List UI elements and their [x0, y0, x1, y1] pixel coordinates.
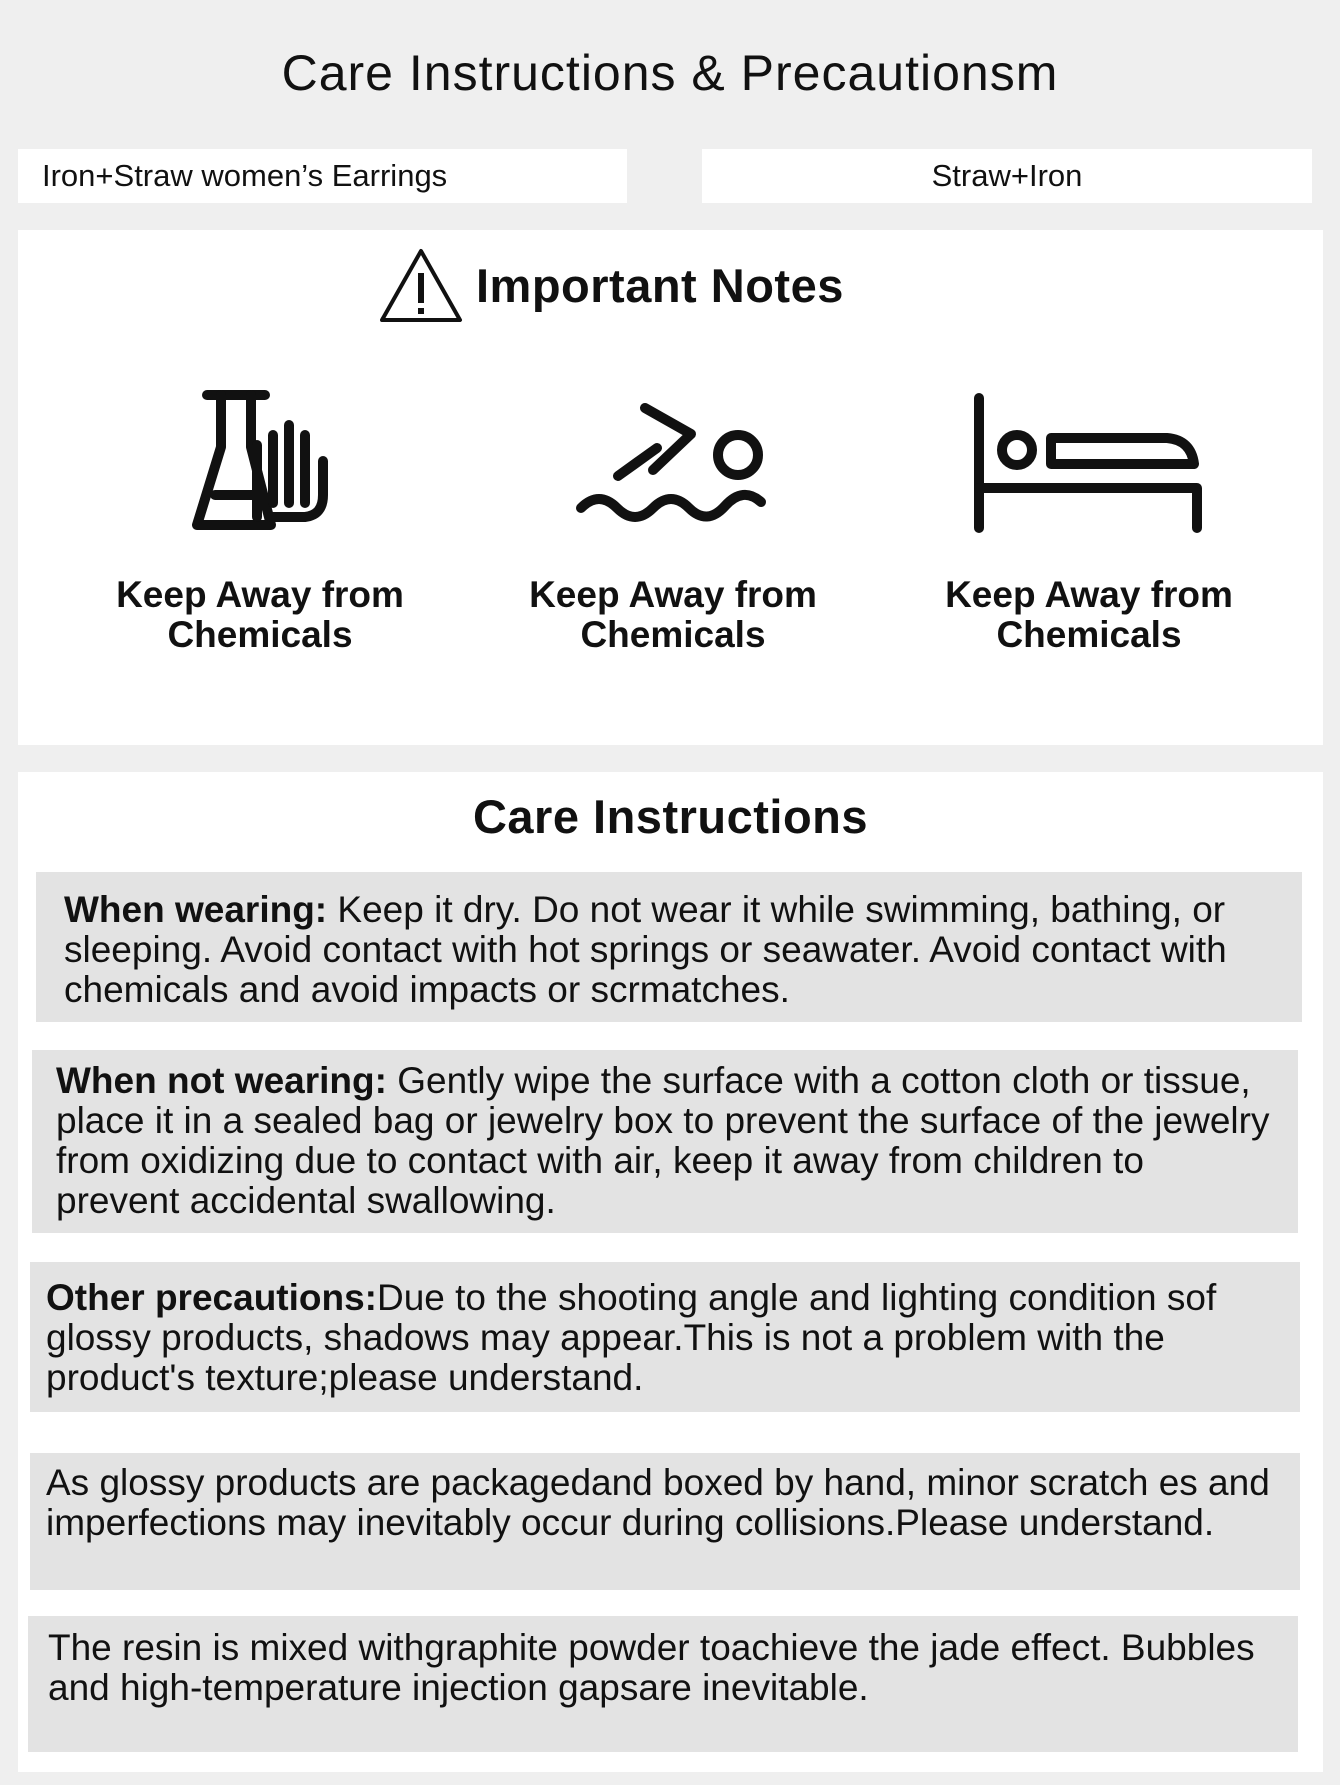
care-block-other-precautions — [30, 1262, 1300, 1412]
note-caption: Keep Away from Chemicals — [945, 574, 1233, 655]
care-block-resin — [28, 1616, 1298, 1752]
care-block-when-not-wearing — [32, 1050, 1298, 1233]
note-caption: Keep Away from Chemicals — [116, 574, 404, 655]
care-block-packaging — [30, 1453, 1300, 1590]
care-block-text: Due to the shooting angle and lighting condition sof glossy products, shadows may appear.This is not a problem with the product's texture;please understand. — [46, 1277, 1217, 1398]
care-block-text: The resin is mixed withgraphite powder toachieve the jade effect. Bubbles and high-temperature injection gapsare inevitable. — [48, 1627, 1255, 1708]
care-block-text: As glossy products are packagedand boxed by hand, minor scratch es and imperfections may inevitably occur during collisions.Please understand. — [46, 1462, 1270, 1543]
page-title: Care Instructions & Precautionsm — [281, 45, 1059, 101]
care-block-key: When not wearing: — [56, 1060, 387, 1101]
care-block-key: When wearing: — [64, 889, 328, 930]
care-block-key: Other precautions: — [46, 1277, 377, 1318]
important-notes-header — [378, 245, 844, 325]
care-instructions-heading: Care Instructions — [472, 790, 869, 843]
care-block-when-wearing — [36, 872, 1302, 1022]
care-block-text: Gently wipe the surface with a cotton cloth or tissue, place it in a sealed bag or jewelry box to prevent the surface of the jewelry from oxidizing due to contact with air, keep it away from children to prevent accidental swallowing. — [56, 1060, 1270, 1221]
important-notes-heading: Important Notes — [476, 258, 844, 312]
note-item-bed — [919, 380, 1259, 655]
care-block-text: Keep it dry. Do not wear it while swimming, bathing, or sleeping. Avoid contact with hot springs or seawater. Avoid contact with chemicals and avoid impacts or scrmatches. — [64, 889, 1227, 1010]
chemical-flask-icon — [185, 385, 335, 545]
note-item-swimming — [503, 380, 843, 655]
note-item-chemicals — [90, 380, 430, 655]
product-label: Iron+Straw women’s Earrings — [18, 149, 627, 203]
bed-icon — [969, 390, 1209, 540]
important-notes-panel — [18, 230, 1323, 745]
note-caption: Keep Away from Chemicals — [529, 574, 817, 655]
care-instructions-panel — [18, 772, 1323, 1772]
warning-triangle-icon — [378, 245, 464, 325]
material-label: Straw+Iron — [702, 149, 1312, 203]
swimming-icon — [573, 390, 773, 540]
